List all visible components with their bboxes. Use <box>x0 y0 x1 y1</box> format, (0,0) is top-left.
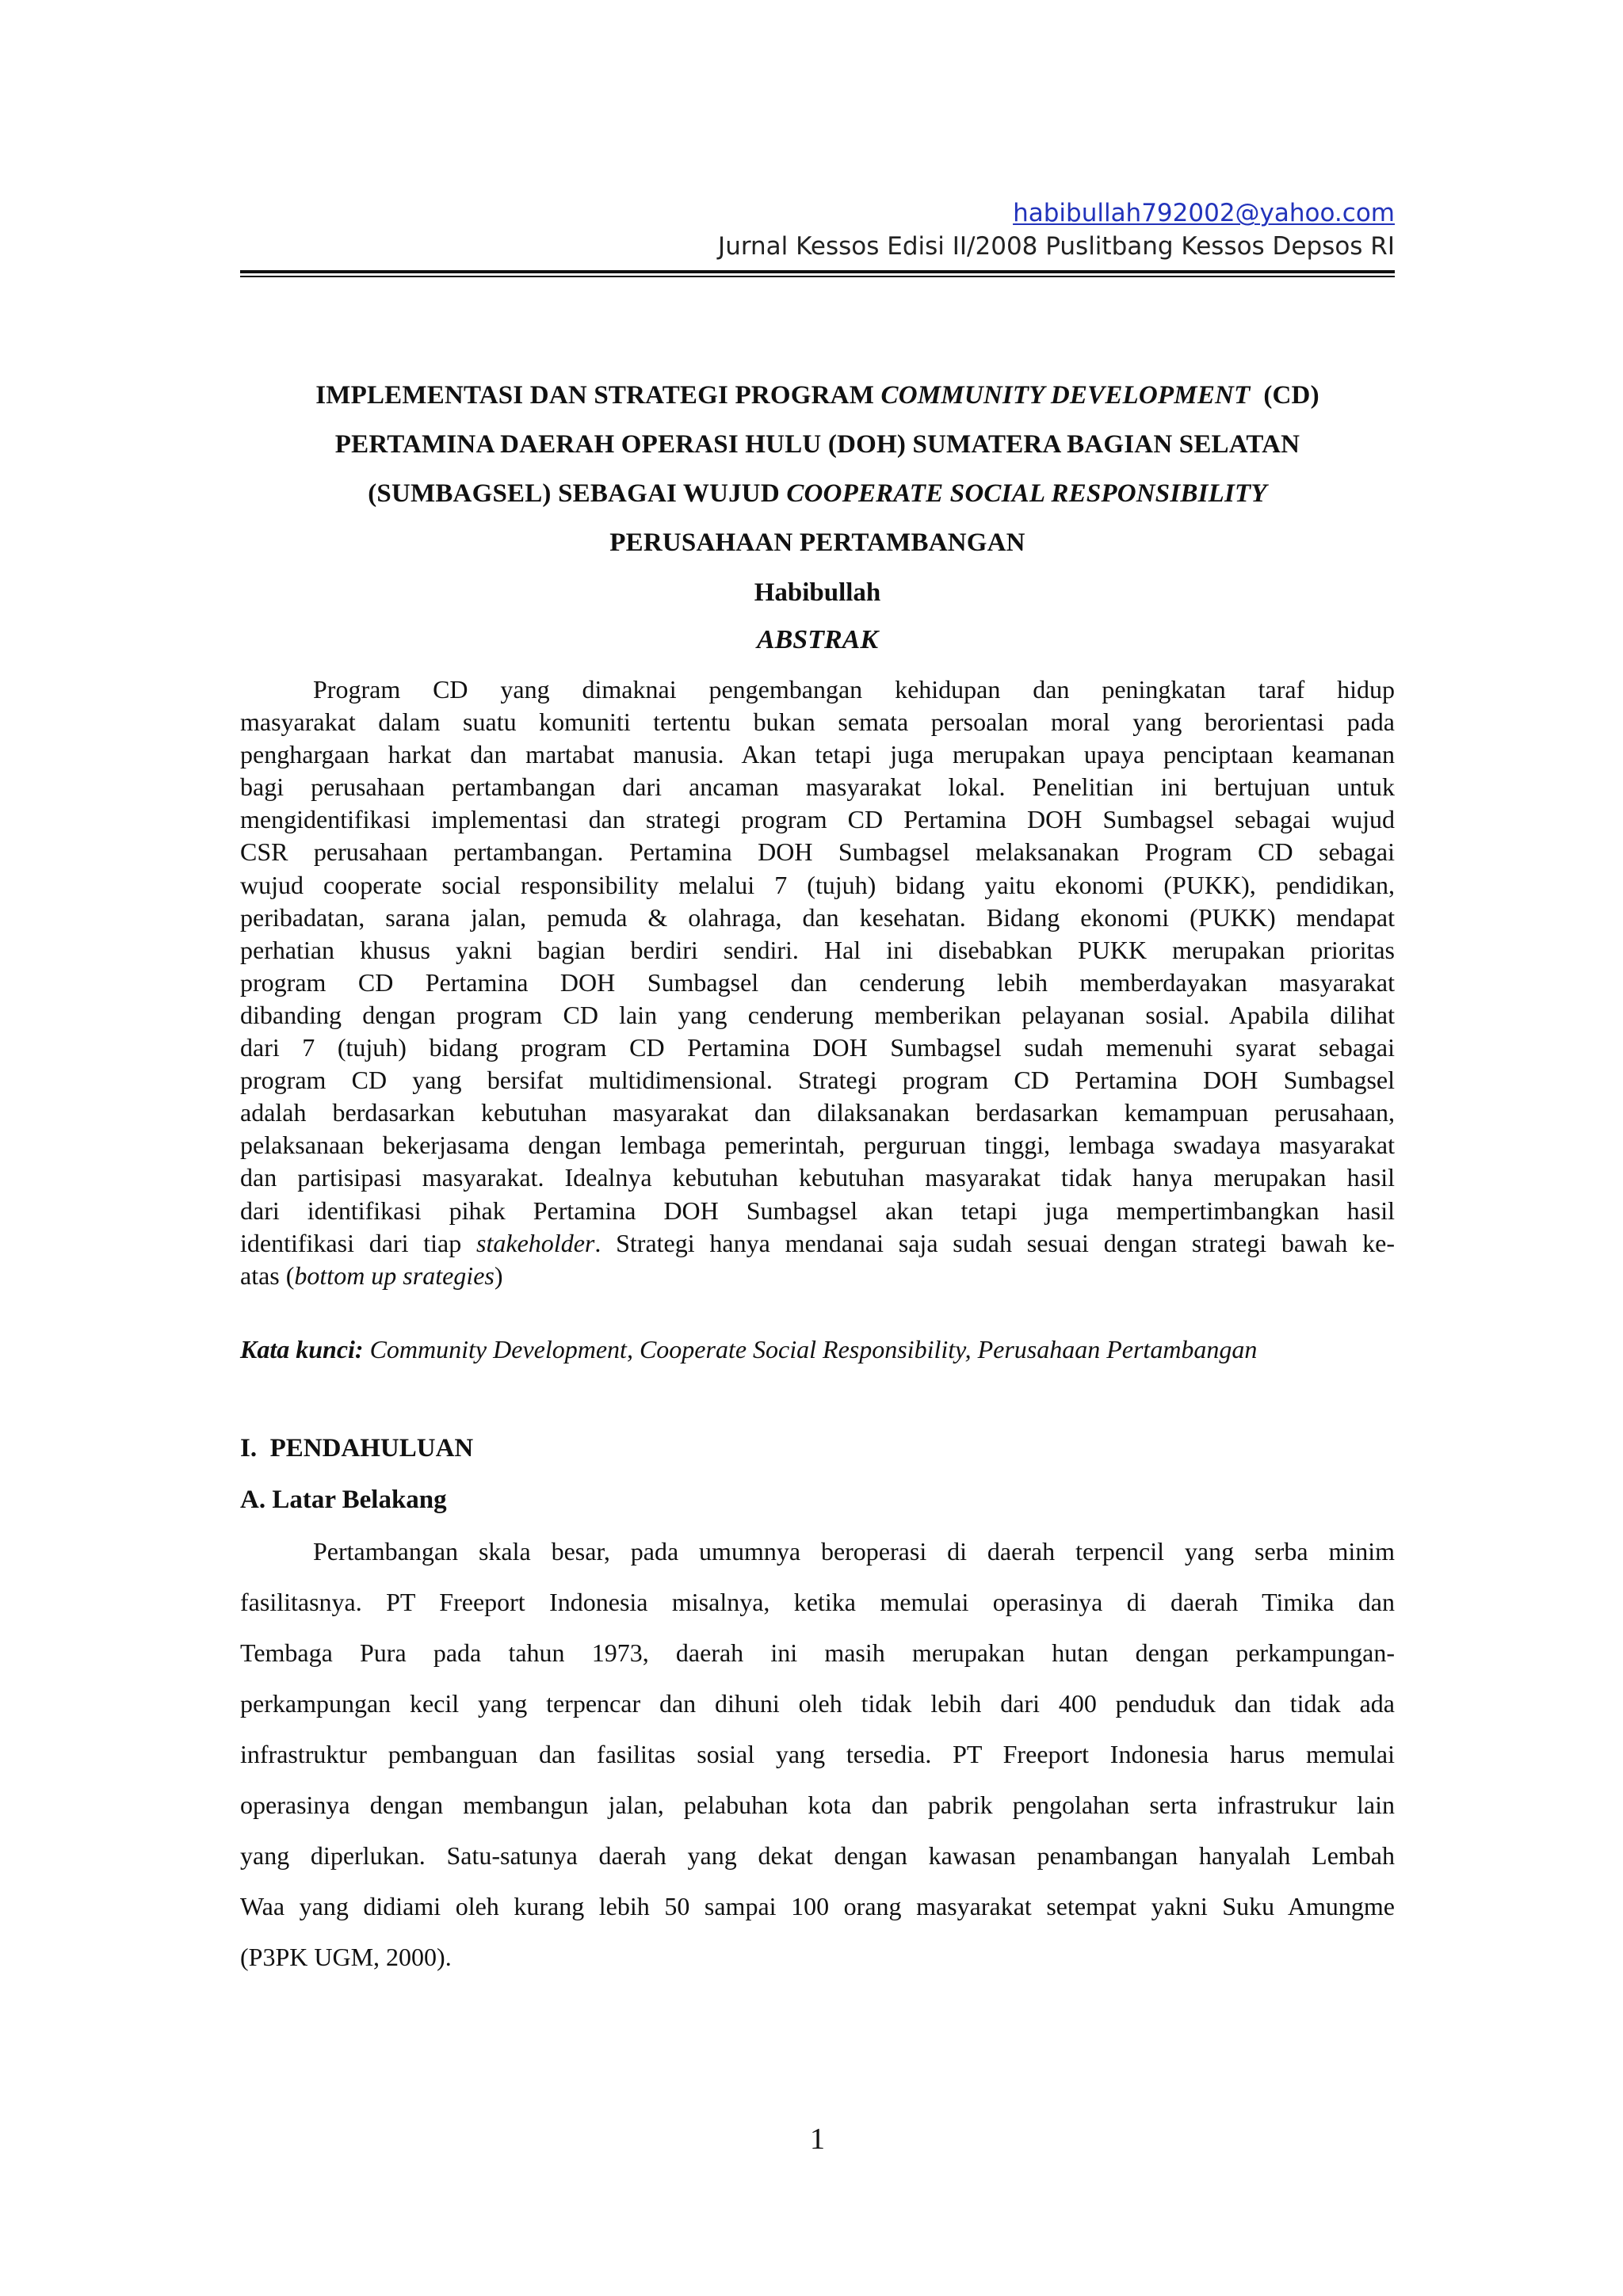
abstract-line: dari 7 (tujuh) bidang program CD Pertamina DOH Sumbagsel sudah memenuhi syarat sebagai <box>240 1033 1395 1062</box>
body-line: yang diperlukan. Satu-satunya daerah yang dekat dengan kawasan penambangan hanyalah Lembah <box>240 1841 1395 1870</box>
abstract-line: mengidentifikasi implementasi dan strategi program CD Pertamina DOH Sumbagsel sebagai wujud <box>240 805 1395 834</box>
abstract-line: dan partisipasi masyarakat. Idealnya kebutuhan kebutuhan masyarakat tidak hanya merupakan hasil <box>240 1163 1395 1192</box>
header-divider <box>240 270 1395 278</box>
author-name: Habibullah <box>754 578 881 607</box>
abstract-line: identifikasi dari tiap stakeholder. Strategi hanya mendanai saja sudah sesuai dengan strategi bawah ke- <box>240 1228 1396 1257</box>
body-paragraph <box>240 1531 1395 1988</box>
abstract-line: dari identifikasi pihak Pertamina DOH Sumbagsel akan tetapi juga mempertimbangkan hasil <box>240 1196 1395 1225</box>
abstract-line: program CD Pertamina DOH Sumbagsel dan cenderung lebih memberdayakan masyarakat <box>240 967 1395 997</box>
body-line: infrastruktur pembanguan dan fasilitas sosial yang tersedia. PT Freeport Indonesia harus memulai <box>240 1740 1395 1768</box>
abstract-line: penghargaan harkat dan martabat manusia. Akan tetapi juga merupakan upaya penciptaan keamanan <box>240 740 1395 769</box>
journal-info: Jurnal Kessos Edisi II/2008 Puslitbang Kessos Depsos RI <box>718 232 1395 261</box>
body-line: (P3PK UGM, 2000). <box>240 1943 452 1971</box>
body-line: perkampungan kecil yang terpencar dan dihuni oleh tidak lebih dari 400 penduduk dan tidak ada <box>240 1689 1395 1718</box>
title-line-4: PERUSAHAAN PERTAMBANGAN <box>609 528 1025 557</box>
author-email-link[interactable]: habibullah792002@yahoo.com <box>1013 199 1395 227</box>
abstract-line: program CD yang bersifat multidimensional. Strategi program CD Pertamina DOH Sumbagsel <box>240 1066 1395 1095</box>
header-divider-thick <box>240 270 1395 273</box>
body-line: fasilitasnya. PT Freeport Indonesia misalnya, ketika memulai operasinya di daerah Timika dan <box>240 1588 1395 1616</box>
body-line: Waa yang didiami oleh kurang lebih 50 sampai 100 orang masyarakat setempat yakni Suku Amungme <box>240 1892 1395 1920</box>
subsection-heading: A. Latar Belakang <box>240 1486 447 1514</box>
abstract-line: perhatian khusus yakni bagian berdiri sendiri. Hal ini disebabkan PUKK merupakan prioritas <box>240 935 1395 964</box>
abstract-line: adalah berdasarkan kebutuhan masyarakat dan dilaksanakan berdasarkan kemampuan perusahaan, <box>240 1098 1395 1127</box>
body-line: Tembaga Pura pada tahun 1973, daerah ini masih merupakan hutan dengan perkampungan- <box>240 1638 1395 1667</box>
abstract-line: atas (bottom up srategies) <box>240 1261 503 1290</box>
title-line-2: PERTAMINA DAERAH OPERASI HULU (DOH) SUMATERA BAGIAN SELATAN <box>334 430 1300 459</box>
abstract-body <box>240 673 1395 1292</box>
body-line: operasinya dengan membangun jalan, pelabuhan kota dan pabrik pengolahan serta infrastrukur lain <box>240 1791 1395 1819</box>
page-header <box>240 196 1395 263</box>
abstract-line: peribadatan, sarana jalan, pemuda & olahraga, dan kesehatan. Bidang ekonomi (PUKK) mendapat <box>240 902 1395 932</box>
abstract-line: pelaksanaan bekerjasama dengan lembaga pemerintah, perguruan tinggi, lembaga swadaya masyarakat <box>240 1131 1395 1160</box>
keywords-label: Kata kunci: <box>240 1335 364 1363</box>
keywords <box>240 1333 1395 1366</box>
title-line-3: (SUMBAGSEL) SEBAGAI WUJUD COOPERATE SOCIAL RESPONSIBILITY <box>368 479 1267 508</box>
title-line-1: IMPLEMENTASI DAN STRATEGI PROGRAM COMMUNITY DEVELOPMENT (CD) <box>315 381 1319 410</box>
abstract-heading: ABSTRAK <box>756 625 879 654</box>
abstract-line: wujud cooperate social responsibility melalui 7 (tujuh) bidang yaitu ekonomi (PUKK), pendidikan, <box>240 870 1395 899</box>
body-line: Pertambangan skala besar, pada umumnya beroperasi di daerah terpencil yang serba minim <box>313 1537 1395 1566</box>
header-divider-thin <box>240 276 1395 277</box>
paper-title <box>240 371 1395 567</box>
page-number: 1 <box>810 2122 825 2156</box>
abstract-line: bagi perusahaan pertambangan dari ancaman masyarakat lokal. Penelitian ini bertujuan untuk <box>240 772 1395 802</box>
abstract-line: Program CD yang dimaknai pengembangan kehidupan dan peningkatan taraf hidup <box>313 675 1395 704</box>
abstract-line: masyarakat dalam suatu komuniti tertentu bukan semata persoalan moral yang berorientasi pada <box>240 707 1395 737</box>
abstract-line: dibanding dengan program CD lain yang cenderung memberikan pelayanan sosial. Apabila dilihat <box>240 1000 1395 1029</box>
abstract-line: CSR perusahaan pertambangan. Pertamina DOH Sumbagsel melaksanakan Program CD sebagai <box>240 837 1395 867</box>
section-heading: I. PENDAHULUAN <box>240 1434 474 1463</box>
keywords-text: Community Development, Cooperate Social Responsibility, Perusahaan Pertambangan <box>363 1335 1258 1363</box>
